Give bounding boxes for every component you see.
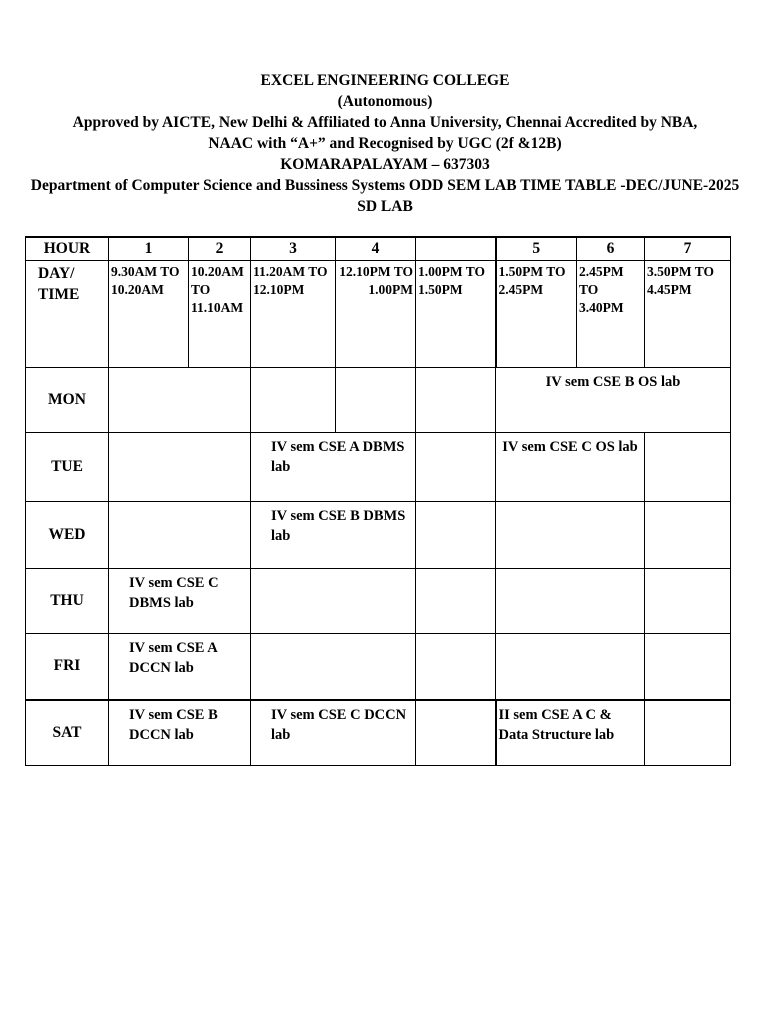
time-row — [26, 261, 731, 368]
accreditation-line: NAAC with “A+” and Recognised by UGC (2f &12B) — [208, 135, 562, 152]
day-row-wed — [26, 502, 731, 569]
college-status: (Autonomous) — [337, 93, 433, 110]
slot-empty — [251, 368, 336, 433]
slot-empty — [416, 433, 496, 502]
slot-empty — [109, 368, 251, 433]
lab-slot: IV sem CSE B OS lab — [496, 368, 731, 433]
hour-4: 4 — [336, 237, 416, 261]
slot-empty — [416, 502, 496, 569]
slot-empty — [496, 569, 645, 634]
time-6: 2.45PM TO 3.40PM — [577, 261, 645, 368]
lab-slot: IV sem CSE A DBMS lab — [251, 433, 416, 502]
day-name: THU — [26, 569, 109, 634]
time-7: 3.50PM TO 4.45PM — [645, 261, 731, 368]
day-name: TUE — [26, 433, 109, 502]
slot-empty — [109, 433, 251, 502]
slot-empty — [496, 634, 645, 700]
slot-empty — [645, 433, 731, 502]
timetable — [25, 236, 731, 766]
document-header — [20, 70, 750, 217]
slot-empty — [336, 368, 416, 433]
lab-name: SD LAB — [357, 198, 413, 215]
time-2: 10.20AM TO 11.10AM — [189, 261, 251, 368]
slot-empty — [645, 502, 731, 569]
lab-slot: IV sem CSE C DBMS lab — [109, 569, 251, 634]
hour-1: 1 — [109, 237, 189, 261]
hour-3: 3 — [251, 237, 336, 261]
hour-5: 5 — [496, 237, 577, 261]
slot-empty — [645, 569, 731, 634]
day-name: WED — [26, 502, 109, 569]
day-row-tue — [26, 433, 731, 502]
department-title: Department of Computer Science and Bussiness Systems ODD SEM LAB TIME TABLE -DEC/JUNE-2025 — [30, 177, 740, 194]
time-3: 11.20AM TO 12.10PM — [251, 261, 336, 368]
time-break: 1.00PM TO 1.50PM — [416, 261, 496, 368]
lab-slot: IV sem CSE C OS lab — [496, 433, 645, 502]
time-5: 1.50PM TO 2.45PM — [496, 261, 577, 368]
day-name: FRI — [26, 634, 109, 700]
lab-slot: IV sem CSE A DCCN lab — [109, 634, 251, 700]
hour-row — [26, 237, 731, 261]
day-row-fri — [26, 634, 731, 700]
hour-2: 2 — [189, 237, 251, 261]
slot-empty — [251, 634, 416, 700]
day-row-sat — [26, 700, 731, 766]
day-name: SAT — [26, 700, 109, 766]
day-row-mon — [26, 368, 731, 433]
slot-empty — [496, 502, 645, 569]
approval-line: Approved by AICTE, New Delhi & Affiliated to Anna University, Chennai Accredited by NBA, — [72, 114, 698, 131]
day-time-label: DAY/ TIME — [26, 261, 109, 368]
lab-slot: II sem CSE A C & Data Structure lab — [496, 700, 645, 766]
slot-empty — [416, 368, 496, 433]
time-1: 9.30AM TO 10.20AM — [109, 261, 189, 368]
time-4: 12.10PM TO 1.00PM — [336, 261, 416, 368]
location-line: KOMARAPALAYAM – 637303 — [280, 156, 490, 173]
slot-empty — [416, 634, 496, 700]
hour-7: 7 — [645, 237, 731, 261]
lab-slot: IV sem CSE B DBMS lab — [251, 502, 416, 569]
hour-break — [416, 237, 496, 261]
day-name: MON — [26, 368, 109, 433]
slot-empty — [251, 569, 416, 634]
slot-empty — [645, 700, 731, 766]
college-name: EXCEL ENGINEERING COLLEGE — [260, 72, 510, 89]
slot-empty — [416, 569, 496, 634]
lab-slot: IV sem CSE B DCCN lab — [109, 700, 251, 766]
slot-empty — [416, 700, 496, 766]
lab-slot: IV sem CSE C DCCN lab — [251, 700, 416, 766]
hour-6: 6 — [577, 237, 645, 261]
slot-empty — [109, 502, 251, 569]
hour-label: HOUR — [26, 237, 109, 261]
day-row-thu — [26, 569, 731, 634]
slot-empty — [645, 634, 731, 700]
